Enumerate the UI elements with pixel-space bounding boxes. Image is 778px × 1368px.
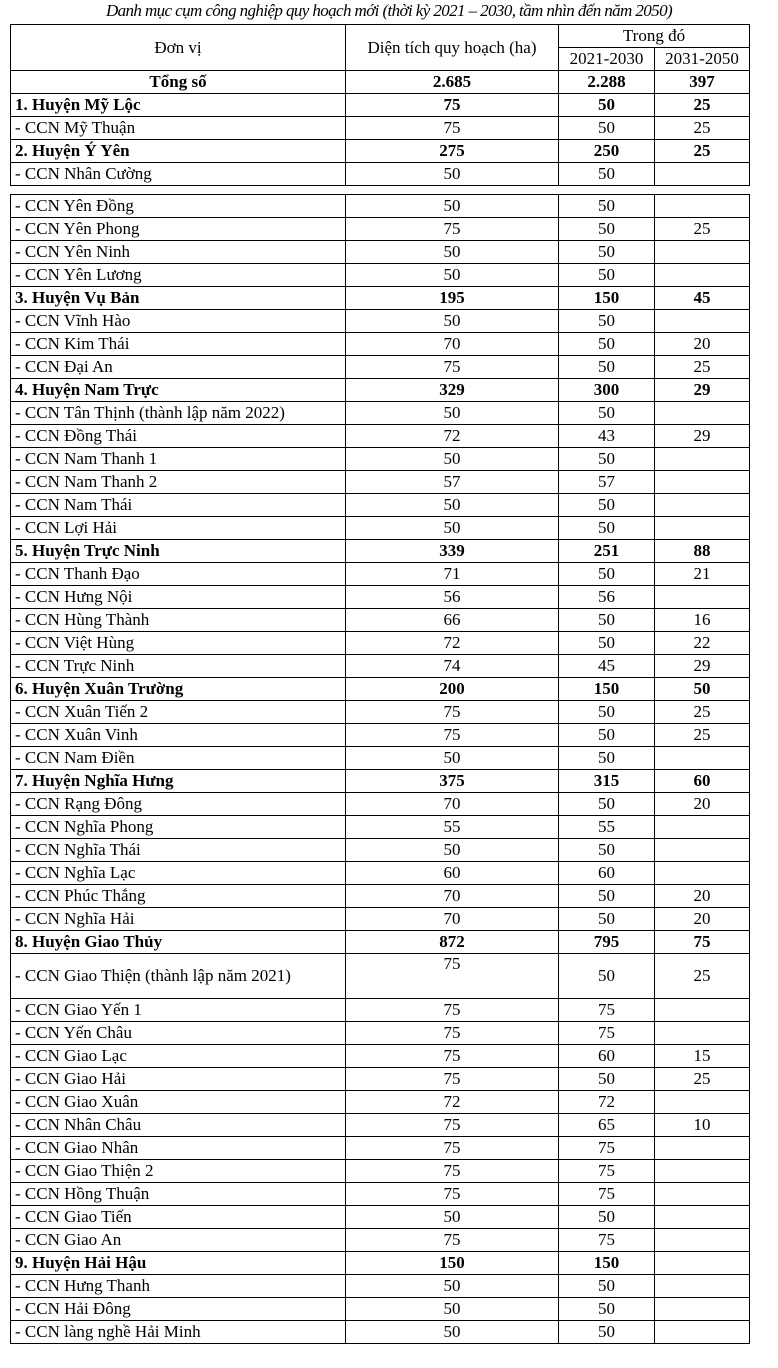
unit-cell: 9. Huyện Hải Hậu bbox=[11, 1252, 346, 1275]
period1-cell: 75 bbox=[559, 999, 655, 1022]
cluster-row bbox=[11, 1068, 750, 1091]
period1-cell: 50 bbox=[559, 448, 655, 471]
period2-cell bbox=[655, 586, 750, 609]
period1-cell: 50 bbox=[559, 241, 655, 264]
cluster-row bbox=[11, 1091, 750, 1114]
period2-cell: 25 bbox=[655, 356, 750, 379]
area-cell: 375 bbox=[346, 770, 559, 793]
period2-cell bbox=[655, 402, 750, 425]
cluster-row bbox=[11, 1183, 750, 1206]
period1-cell: 75 bbox=[559, 1022, 655, 1045]
district-row bbox=[11, 287, 750, 310]
period2-cell: 25 bbox=[655, 140, 750, 163]
period1-cell: 75 bbox=[559, 1160, 655, 1183]
unit-cell: - CCN Phúc Thắng bbox=[11, 885, 346, 908]
cluster-row bbox=[11, 218, 750, 241]
unit-cell: - CCN Giao Thiện (thành lập năm 2021) bbox=[11, 954, 346, 999]
district-row bbox=[11, 678, 750, 701]
period2-cell bbox=[655, 1321, 750, 1344]
area-cell: 50 bbox=[346, 839, 559, 862]
period1-cell: 50 bbox=[559, 954, 655, 999]
period1-cell: 150 bbox=[559, 287, 655, 310]
area-cell: 50 bbox=[346, 264, 559, 287]
cluster-row bbox=[11, 356, 750, 379]
area-cell: 75 bbox=[346, 701, 559, 724]
industrial-cluster-table bbox=[10, 24, 750, 1344]
unit-cell: 1. Huyện Mỹ Lộc bbox=[11, 94, 346, 117]
area-cell: 72 bbox=[346, 632, 559, 655]
unit-cell: - CCN Hùng Thành bbox=[11, 609, 346, 632]
cluster-row bbox=[11, 195, 750, 218]
period1-cell: 50 bbox=[559, 356, 655, 379]
period2-cell bbox=[655, 1298, 750, 1321]
period1-cell: 60 bbox=[559, 1045, 655, 1068]
unit-cell: - CCN Nam Thanh 2 bbox=[11, 471, 346, 494]
unit-cell: - CCN Giao Hải bbox=[11, 1068, 346, 1091]
unit-cell: - CCN Xuân Tiến 2 bbox=[11, 701, 346, 724]
total-area: 2.685 bbox=[346, 71, 559, 94]
area-cell: 50 bbox=[346, 1321, 559, 1344]
period1-cell: 150 bbox=[559, 678, 655, 701]
cluster-row bbox=[11, 1229, 750, 1252]
period2-cell: 29 bbox=[655, 379, 750, 402]
unit-cell: - CCN Hưng Thanh bbox=[11, 1275, 346, 1298]
header-of-which: Trong đó bbox=[559, 25, 750, 48]
unit-cell: - CCN Nam Thanh 1 bbox=[11, 448, 346, 471]
cluster-row bbox=[11, 885, 750, 908]
area-cell: 75 bbox=[346, 1022, 559, 1045]
district-row bbox=[11, 540, 750, 563]
period1-cell: 50 bbox=[559, 117, 655, 140]
period1-cell: 251 bbox=[559, 540, 655, 563]
total-row bbox=[11, 71, 750, 94]
area-cell: 75 bbox=[346, 218, 559, 241]
period1-cell: 50 bbox=[559, 517, 655, 540]
area-cell: 50 bbox=[346, 448, 559, 471]
district-row bbox=[11, 770, 750, 793]
area-cell: 74 bbox=[346, 655, 559, 678]
unit-cell: - CCN Yên Phong bbox=[11, 218, 346, 241]
period1-cell: 250 bbox=[559, 140, 655, 163]
period2-cell bbox=[655, 1183, 750, 1206]
period1-cell: 50 bbox=[559, 333, 655, 356]
period2-cell bbox=[655, 241, 750, 264]
area-cell: 200 bbox=[346, 678, 559, 701]
unit-cell: - CCN Giao Lạc bbox=[11, 1045, 346, 1068]
cluster-row bbox=[11, 448, 750, 471]
cluster-row bbox=[11, 816, 750, 839]
area-cell: 50 bbox=[346, 310, 559, 333]
area-cell: 50 bbox=[346, 747, 559, 770]
period2-cell bbox=[655, 264, 750, 287]
period2-cell bbox=[655, 1137, 750, 1160]
unit-cell: - CCN Hải Đông bbox=[11, 1298, 346, 1321]
period1-cell: 75 bbox=[559, 1183, 655, 1206]
cluster-row bbox=[11, 517, 750, 540]
unit-cell: - CCN Yên Lương bbox=[11, 264, 346, 287]
total-2021-2030: 2.288 bbox=[559, 71, 655, 94]
area-cell: 75 bbox=[346, 954, 559, 999]
period2-cell: 25 bbox=[655, 724, 750, 747]
cluster-row bbox=[11, 1298, 750, 1321]
period1-cell: 50 bbox=[559, 402, 655, 425]
cluster-row bbox=[11, 471, 750, 494]
unit-cell: - CCN Hồng Thuận bbox=[11, 1183, 346, 1206]
period1-cell: 57 bbox=[559, 471, 655, 494]
cluster-row bbox=[11, 163, 750, 186]
area-cell: 75 bbox=[346, 356, 559, 379]
area-cell: 50 bbox=[346, 163, 559, 186]
period1-cell: 45 bbox=[559, 655, 655, 678]
cluster-row bbox=[11, 862, 750, 885]
cluster-row bbox=[11, 793, 750, 816]
period2-cell bbox=[655, 448, 750, 471]
unit-cell: - CCN Mỹ Thuận bbox=[11, 117, 346, 140]
cluster-row bbox=[11, 655, 750, 678]
period2-cell bbox=[655, 816, 750, 839]
unit-cell: 4. Huyện Nam Trực bbox=[11, 379, 346, 402]
district-row bbox=[11, 94, 750, 117]
area-cell: 50 bbox=[346, 241, 559, 264]
period2-cell: 25 bbox=[655, 1068, 750, 1091]
unit-cell: 5. Huyện Trực Ninh bbox=[11, 540, 346, 563]
period2-cell bbox=[655, 517, 750, 540]
area-cell: 70 bbox=[346, 333, 559, 356]
period1-cell: 50 bbox=[559, 1068, 655, 1091]
period2-cell: 60 bbox=[655, 770, 750, 793]
period2-cell bbox=[655, 1252, 750, 1275]
period1-cell: 50 bbox=[559, 563, 655, 586]
period2-cell: 20 bbox=[655, 333, 750, 356]
unit-cell: - CCN Nghĩa Lạc bbox=[11, 862, 346, 885]
unit-cell: - CCN Nghĩa Hải bbox=[11, 908, 346, 931]
cluster-row bbox=[11, 402, 750, 425]
unit-cell: - CCN Tân Thịnh (thành lập năm 2022) bbox=[11, 402, 346, 425]
period1-cell: 50 bbox=[559, 609, 655, 632]
unit-cell: - CCN Yên Ninh bbox=[11, 241, 346, 264]
area-cell: 50 bbox=[346, 195, 559, 218]
unit-cell: - CCN Giao Thiện 2 bbox=[11, 1160, 346, 1183]
district-row bbox=[11, 931, 750, 954]
area-cell: 75 bbox=[346, 1137, 559, 1160]
cluster-row bbox=[11, 839, 750, 862]
header-area: Diện tích quy hoạch (ha) bbox=[346, 25, 559, 71]
cluster-row bbox=[11, 1321, 750, 1344]
district-row bbox=[11, 140, 750, 163]
period2-cell: 25 bbox=[655, 218, 750, 241]
area-cell: 55 bbox=[346, 816, 559, 839]
period2-cell bbox=[655, 195, 750, 218]
unit-cell: - CCN Xuân Vinh bbox=[11, 724, 346, 747]
period2-cell: 50 bbox=[655, 678, 750, 701]
area-cell: 150 bbox=[346, 1252, 559, 1275]
unit-cell: 3. Huyện Vụ Bản bbox=[11, 287, 346, 310]
period1-cell: 150 bbox=[559, 1252, 655, 1275]
period1-cell: 55 bbox=[559, 816, 655, 839]
area-cell: 60 bbox=[346, 862, 559, 885]
cluster-row bbox=[11, 117, 750, 140]
cluster-row bbox=[11, 1022, 750, 1045]
unit-cell: - CCN Lợi Hải bbox=[11, 517, 346, 540]
period2-cell: 20 bbox=[655, 793, 750, 816]
period1-cell: 43 bbox=[559, 425, 655, 448]
period2-cell: 29 bbox=[655, 655, 750, 678]
unit-cell: - CCN Giao Xuân bbox=[11, 1091, 346, 1114]
cluster-row bbox=[11, 1275, 750, 1298]
period2-cell bbox=[655, 1229, 750, 1252]
period1-cell: 50 bbox=[559, 1206, 655, 1229]
period2-cell bbox=[655, 1160, 750, 1183]
total-2031-2050: 397 bbox=[655, 71, 750, 94]
unit-cell: 2. Huyện Ý Yên bbox=[11, 140, 346, 163]
cluster-row bbox=[11, 1114, 750, 1137]
area-cell: 75 bbox=[346, 1114, 559, 1137]
area-cell: 872 bbox=[346, 931, 559, 954]
period2-cell: 75 bbox=[655, 931, 750, 954]
area-cell: 75 bbox=[346, 1183, 559, 1206]
period1-cell: 50 bbox=[559, 724, 655, 747]
period2-cell bbox=[655, 862, 750, 885]
area-cell: 75 bbox=[346, 999, 559, 1022]
unit-cell: - CCN Trực Ninh bbox=[11, 655, 346, 678]
unit-cell: 6. Huyện Xuân Trường bbox=[11, 678, 346, 701]
area-cell: 56 bbox=[346, 586, 559, 609]
document-title: Danh mục cụm công nghiệp quy hoạch mới (thời kỳ 2021 – 2030, tầm nhìn đến năm 2050) bbox=[105, 1, 673, 20]
period1-cell: 50 bbox=[559, 494, 655, 517]
period2-cell bbox=[655, 471, 750, 494]
unit-cell: - CCN Nhân Cường bbox=[11, 163, 346, 186]
header-unit: Đơn vị bbox=[11, 25, 346, 71]
period2-cell: 25 bbox=[655, 117, 750, 140]
cluster-row bbox=[11, 241, 750, 264]
period1-cell: 50 bbox=[559, 1275, 655, 1298]
period1-cell: 50 bbox=[559, 264, 655, 287]
period2-cell: 20 bbox=[655, 885, 750, 908]
period1-cell: 56 bbox=[559, 586, 655, 609]
unit-cell: - CCN Nghĩa Thái bbox=[11, 839, 346, 862]
cluster-row bbox=[11, 999, 750, 1022]
period2-cell bbox=[655, 1275, 750, 1298]
period2-cell bbox=[655, 310, 750, 333]
cluster-row bbox=[11, 724, 750, 747]
cluster-row bbox=[11, 908, 750, 931]
area-cell: 50 bbox=[346, 494, 559, 517]
unit-cell: - CCN Yến Châu bbox=[11, 1022, 346, 1045]
area-cell: 50 bbox=[346, 1206, 559, 1229]
period1-cell: 795 bbox=[559, 931, 655, 954]
cluster-row bbox=[11, 563, 750, 586]
period1-cell: 50 bbox=[559, 793, 655, 816]
cluster-row bbox=[11, 333, 750, 356]
area-cell: 75 bbox=[346, 94, 559, 117]
cluster-row bbox=[11, 954, 750, 999]
period2-cell: 25 bbox=[655, 701, 750, 724]
area-cell: 339 bbox=[346, 540, 559, 563]
area-cell: 75 bbox=[346, 117, 559, 140]
period1-cell: 65 bbox=[559, 1114, 655, 1137]
area-cell: 70 bbox=[346, 885, 559, 908]
period2-cell: 45 bbox=[655, 287, 750, 310]
area-cell: 72 bbox=[346, 425, 559, 448]
unit-cell: - CCN Nam Thái bbox=[11, 494, 346, 517]
page-break-gap bbox=[11, 186, 750, 195]
period2-cell bbox=[655, 1091, 750, 1114]
period2-cell: 15 bbox=[655, 1045, 750, 1068]
period1-cell: 50 bbox=[559, 632, 655, 655]
cluster-row bbox=[11, 264, 750, 287]
area-cell: 275 bbox=[346, 140, 559, 163]
unit-cell: - CCN Giao An bbox=[11, 1229, 346, 1252]
unit-cell: - CCN Đồng Thái bbox=[11, 425, 346, 448]
period2-cell: 88 bbox=[655, 540, 750, 563]
unit-cell: 7. Huyện Nghĩa Hưng bbox=[11, 770, 346, 793]
period2-cell bbox=[655, 494, 750, 517]
period2-cell bbox=[655, 839, 750, 862]
period1-cell: 50 bbox=[559, 839, 655, 862]
period1-cell: 50 bbox=[559, 1298, 655, 1321]
period2-cell: 10 bbox=[655, 1114, 750, 1137]
period1-cell: 50 bbox=[559, 310, 655, 333]
cluster-row bbox=[11, 310, 750, 333]
cluster-row bbox=[11, 586, 750, 609]
period1-cell: 50 bbox=[559, 163, 655, 186]
unit-cell: - CCN Nam Điền bbox=[11, 747, 346, 770]
period1-cell: 50 bbox=[559, 908, 655, 931]
period1-cell: 50 bbox=[559, 1321, 655, 1344]
unit-cell: - CCN Việt Hùng bbox=[11, 632, 346, 655]
area-cell: 50 bbox=[346, 517, 559, 540]
cluster-row bbox=[11, 1045, 750, 1068]
cluster-row bbox=[11, 494, 750, 517]
area-cell: 75 bbox=[346, 724, 559, 747]
header-period-2021-2030: 2021-2030 bbox=[559, 48, 655, 71]
period2-cell: 20 bbox=[655, 908, 750, 931]
period2-cell: 22 bbox=[655, 632, 750, 655]
cluster-row bbox=[11, 701, 750, 724]
unit-cell: - CCN Hưng Nội bbox=[11, 586, 346, 609]
cluster-row bbox=[11, 1137, 750, 1160]
area-cell: 71 bbox=[346, 563, 559, 586]
period2-cell: 16 bbox=[655, 609, 750, 632]
area-cell: 50 bbox=[346, 402, 559, 425]
cluster-row bbox=[11, 1206, 750, 1229]
area-cell: 50 bbox=[346, 1275, 559, 1298]
cluster-row bbox=[11, 632, 750, 655]
area-cell: 70 bbox=[346, 793, 559, 816]
cluster-row bbox=[11, 1160, 750, 1183]
unit-cell: - CCN Đại An bbox=[11, 356, 346, 379]
period2-cell: 25 bbox=[655, 954, 750, 999]
period1-cell: 50 bbox=[559, 885, 655, 908]
period2-cell: 29 bbox=[655, 425, 750, 448]
period1-cell: 75 bbox=[559, 1229, 655, 1252]
period2-cell bbox=[655, 747, 750, 770]
unit-cell: 8. Huyện Giao Thủy bbox=[11, 931, 346, 954]
period1-cell: 300 bbox=[559, 379, 655, 402]
gap-cell bbox=[11, 186, 750, 195]
area-cell: 72 bbox=[346, 1091, 559, 1114]
unit-cell: - CCN Thanh Đạo bbox=[11, 563, 346, 586]
area-cell: 329 bbox=[346, 379, 559, 402]
area-cell: 50 bbox=[346, 1298, 559, 1321]
unit-cell: - CCN Vĩnh Hào bbox=[11, 310, 346, 333]
cluster-row bbox=[11, 425, 750, 448]
unit-cell: - CCN Giao Nhân bbox=[11, 1137, 346, 1160]
area-cell: 75 bbox=[346, 1229, 559, 1252]
period1-cell: 315 bbox=[559, 770, 655, 793]
unit-cell: - CCN Giao Yến 1 bbox=[11, 999, 346, 1022]
period2-cell: 25 bbox=[655, 94, 750, 117]
period1-cell: 50 bbox=[559, 94, 655, 117]
cluster-row bbox=[11, 609, 750, 632]
area-cell: 195 bbox=[346, 287, 559, 310]
area-cell: 75 bbox=[346, 1068, 559, 1091]
area-cell: 70 bbox=[346, 908, 559, 931]
unit-cell: - CCN Rạng Đông bbox=[11, 793, 346, 816]
unit-cell: - CCN Yên Đồng bbox=[11, 195, 346, 218]
period1-cell: 50 bbox=[559, 218, 655, 241]
district-row bbox=[11, 1252, 750, 1275]
header-period-2031-2050: 2031-2050 bbox=[655, 48, 750, 71]
area-cell: 75 bbox=[346, 1045, 559, 1068]
period2-cell bbox=[655, 999, 750, 1022]
unit-cell: - CCN Giao Tiến bbox=[11, 1206, 346, 1229]
period2-cell: 21 bbox=[655, 563, 750, 586]
unit-cell: - CCN làng nghề Hải Minh bbox=[11, 1321, 346, 1344]
district-row bbox=[11, 379, 750, 402]
total-label: Tổng số bbox=[11, 71, 346, 94]
period2-cell bbox=[655, 1022, 750, 1045]
period1-cell: 50 bbox=[559, 747, 655, 770]
cluster-row bbox=[11, 747, 750, 770]
unit-cell: - CCN Nhân Châu bbox=[11, 1114, 346, 1137]
period1-cell: 72 bbox=[559, 1091, 655, 1114]
period1-cell: 50 bbox=[559, 195, 655, 218]
period1-cell: 50 bbox=[559, 701, 655, 724]
area-cell: 57 bbox=[346, 471, 559, 494]
period2-cell bbox=[655, 163, 750, 186]
area-cell: 75 bbox=[346, 1160, 559, 1183]
period2-cell bbox=[655, 1206, 750, 1229]
area-cell: 66 bbox=[346, 609, 559, 632]
unit-cell: - CCN Kim Thái bbox=[11, 333, 346, 356]
unit-cell: - CCN Nghĩa Phong bbox=[11, 816, 346, 839]
period1-cell: 60 bbox=[559, 862, 655, 885]
period1-cell: 75 bbox=[559, 1137, 655, 1160]
